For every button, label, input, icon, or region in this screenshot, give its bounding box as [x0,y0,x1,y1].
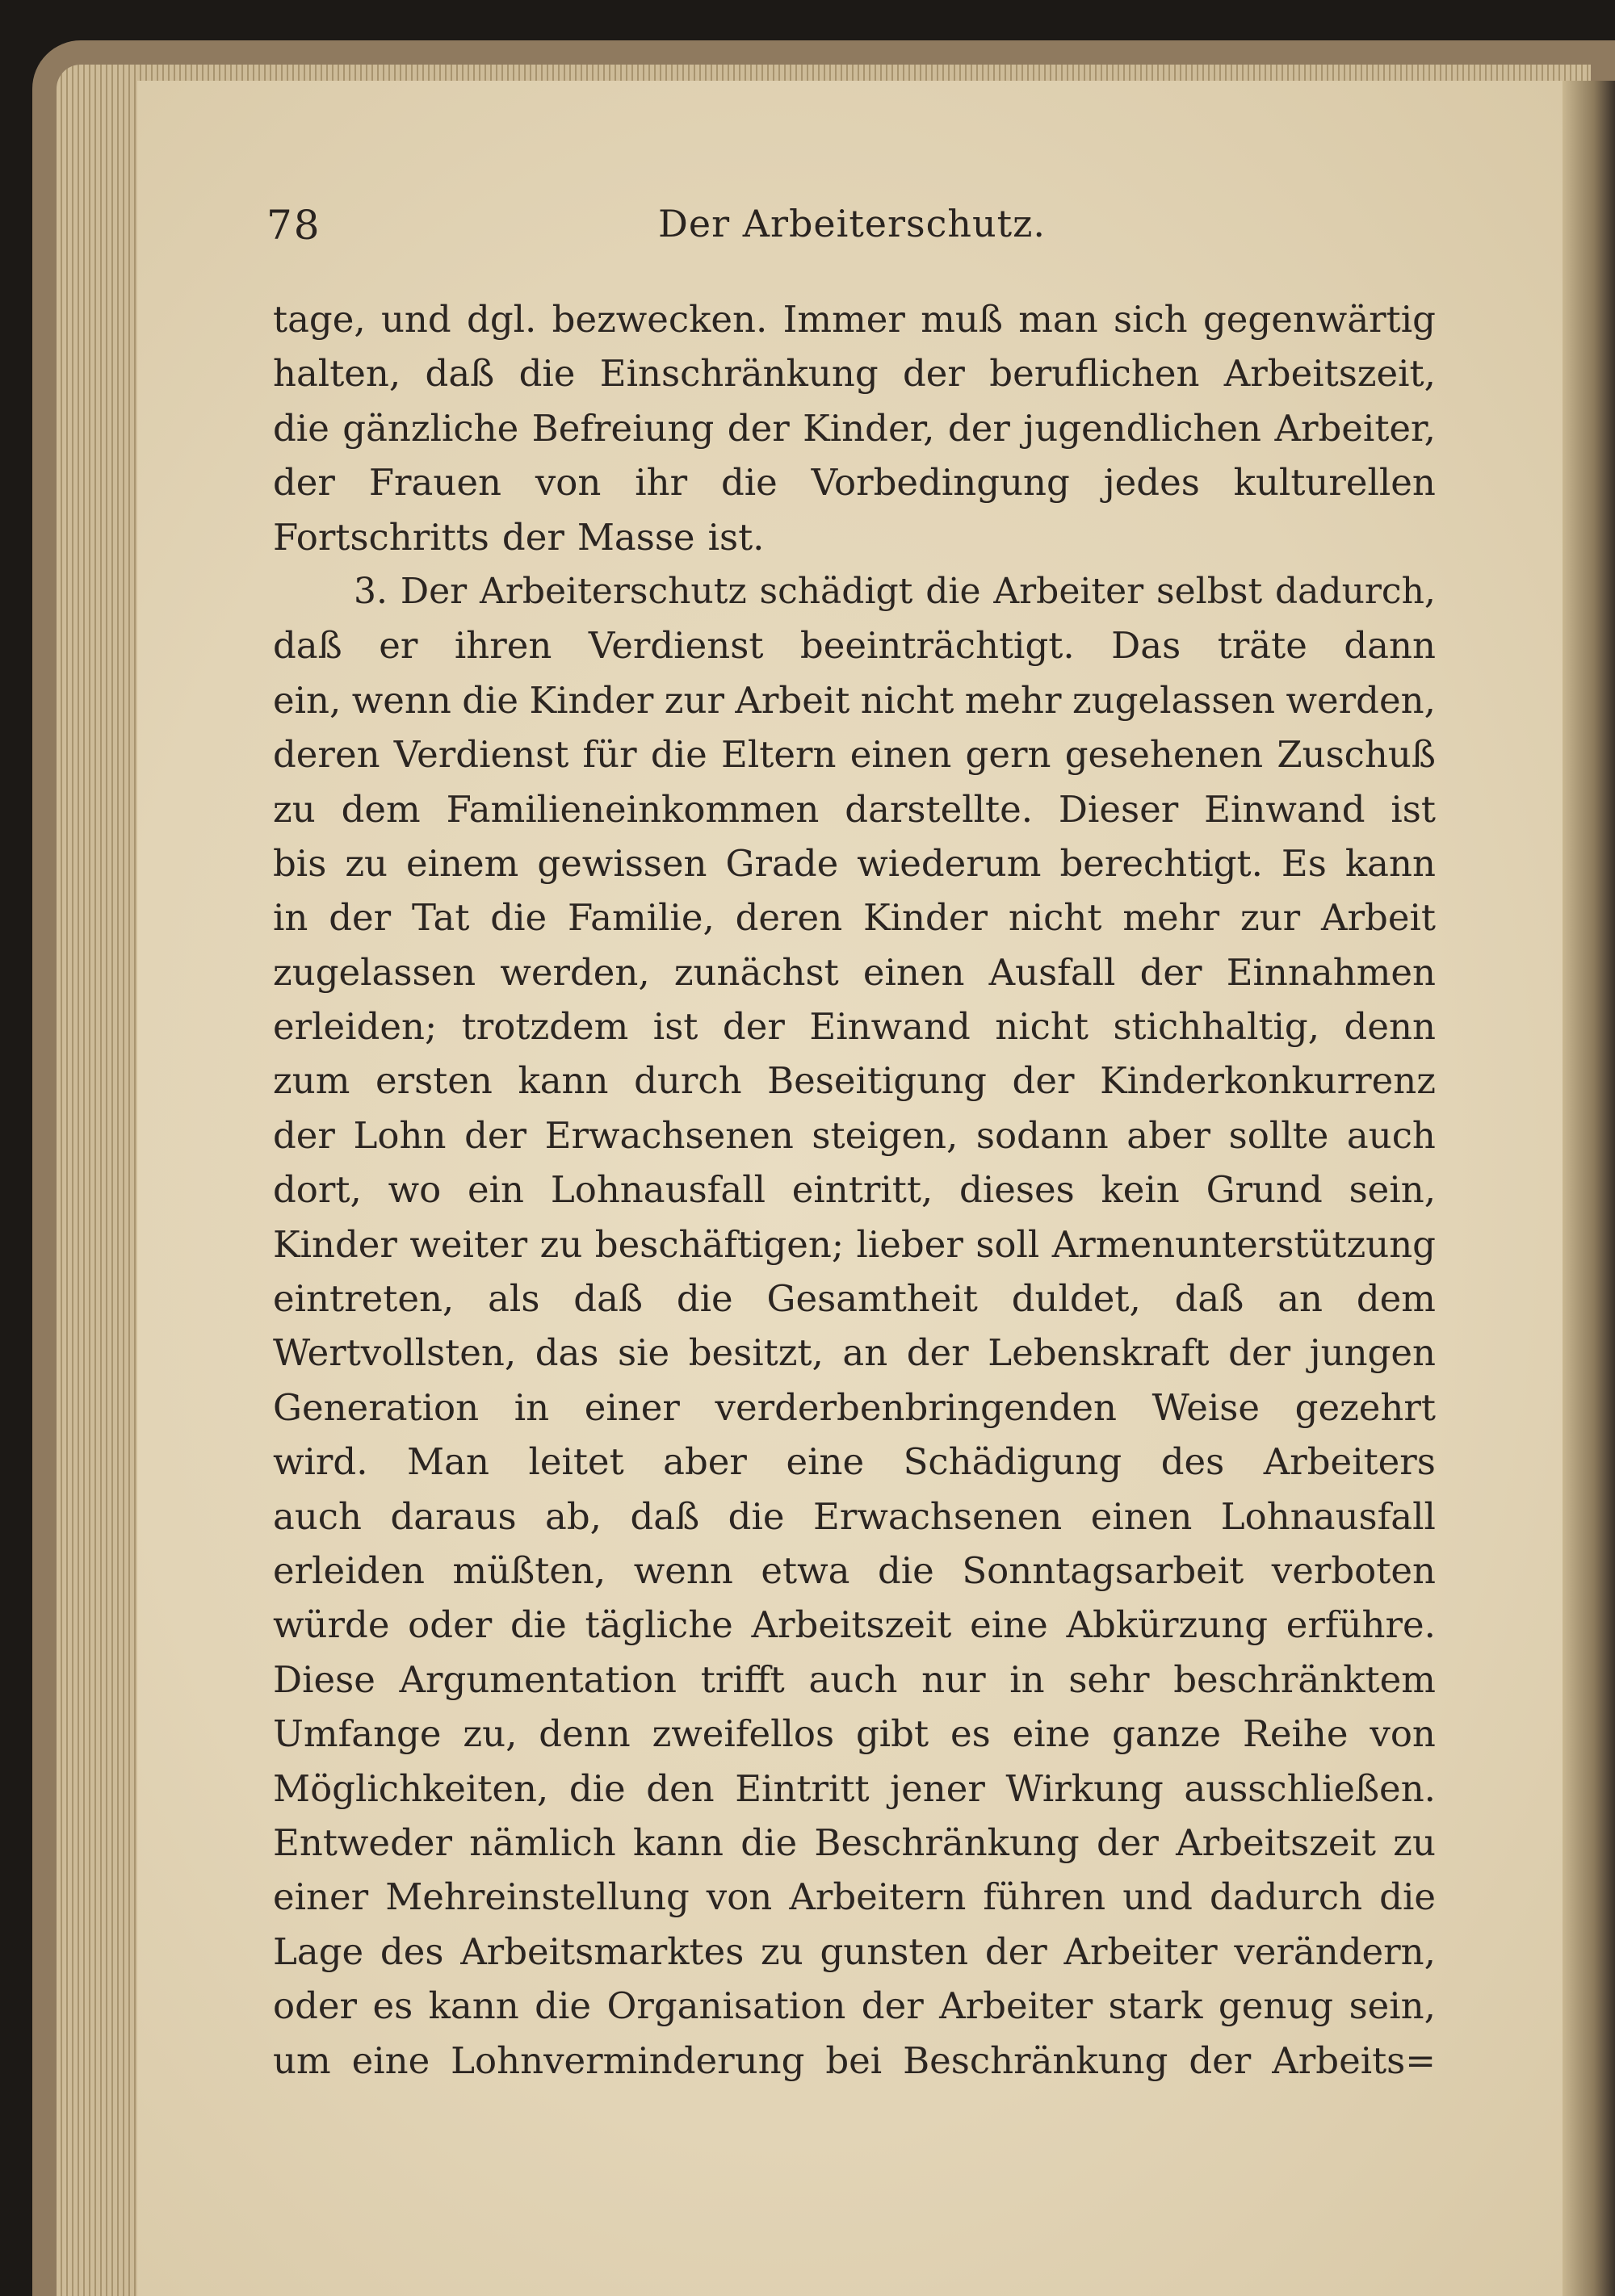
text-line: tage, und dgl. bezwecken. Immer muß man sich gegenwärtig [273,298,1436,341]
text-line: Kinder weiter zu beschäftigen; lieber soll Armenunterstützung [273,1222,1436,1266]
text-line: wird. Man leitet aber eine Schädigung des Arbeiters [273,1440,1436,1484]
text-line: bis zu einem gewissen Grade wiederum berechtigt. Es kann [273,841,1436,885]
text-line: Diese Argumentation trifft auch nur in sehr beschränktem [273,1657,1436,1701]
body-text [273,292,1436,2088]
text-line: Umfange zu, denn zweifellos gibt es eine ganze Reihe von [273,1712,1436,1756]
text-line: Wertvollsten, das sie besitzt, an der Lebenskraft der jungen [273,1331,1436,1375]
text-line: Lage des Arbeitsmarktes zu gunsten der Arbeiter verändern, [273,1929,1436,1973]
text-line: 3. Der Arbeiterschutz schädigt die Arbeiter selbst dadurch, [354,570,1436,612]
text-line: erleiden müßten, wenn etwa die Sonntagsarbeit verboten [273,1548,1436,1592]
text-line: zu dem Familieneinkommen darstellte. Dieser Einwand ist [273,787,1436,831]
book-gutter [1563,81,1615,2296]
text-line: die gänzliche Befreiung der Kinder, der jugendlichen Arbeiter, [273,406,1436,450]
text-line: daß er ihren Verdienst beeinträchtigt. Das träte dann [273,624,1436,668]
text-line: eintreten, als daß die Gesamtheit duldet, daß an dem [273,1277,1436,1321]
text-line: der Frauen von ihr die Vorbedingung jedes kulturellen [273,461,1436,505]
text-line: dort, wo ein Lohnausfall eintritt, dieses kein Grund sein, [273,1168,1436,1212]
text-line: halten, daß die Einschränkung der beruflichen Arbeitszeit, [273,352,1436,396]
text-line: der Lohn der Erwachsenen steigen, sodann aber sollte auch [273,1113,1436,1157]
page-number: 78 [266,202,321,249]
text-line: Fortschritts der Masse ist. [273,515,765,559]
text-line: deren Verdienst für die Eltern einen gern gesehenen Zuschuß [273,733,1436,777]
text-line: ein, wenn die Kinder zur Arbeit nicht mehr zugelassen werden, [273,678,1436,722]
text-line: zugelassen werden, zunächst einen Ausfall der Einnahmen [273,950,1436,994]
text-line: erleiden; trotzdem ist der Einwand nicht stichhaltig, denn [273,1005,1436,1049]
text-line: in der Tat die Familie, deren Kinder nicht mehr zur Arbeit [273,896,1436,940]
text-line: zum ersten kann durch Beseitigung der Kinderkonkurrenz [273,1059,1436,1103]
page-header [266,202,1437,266]
text-line: auch daraus ab, daß die Erwachsenen einen Lohnausfall [273,1494,1436,1538]
text-line: oder es kann die Organisation der Arbeiter stark genug sein, [273,1984,1436,2028]
text-line: Entweder nämlich kann die Beschränkung der Arbeitszeit zu [273,1820,1436,1864]
running-title: Der Arbeiterschutz. [658,202,1046,245]
text-line: um eine Lohnverminderung bei Beschränkung der Arbeits= [273,2038,1436,2082]
text-line: Möglichkeiten, die den Eintritt jener Wirkung ausschließen. [273,1766,1436,1810]
text-line: würde oder die tägliche Arbeitszeit eine Abkürzung erführe. [273,1603,1436,1647]
text-line: einer Mehreinstellung von Arbeitern führen und dadurch die [273,1875,1436,1919]
text-line: Generation in einer verderbenbringenden Weise gezehrt [273,1385,1436,1429]
